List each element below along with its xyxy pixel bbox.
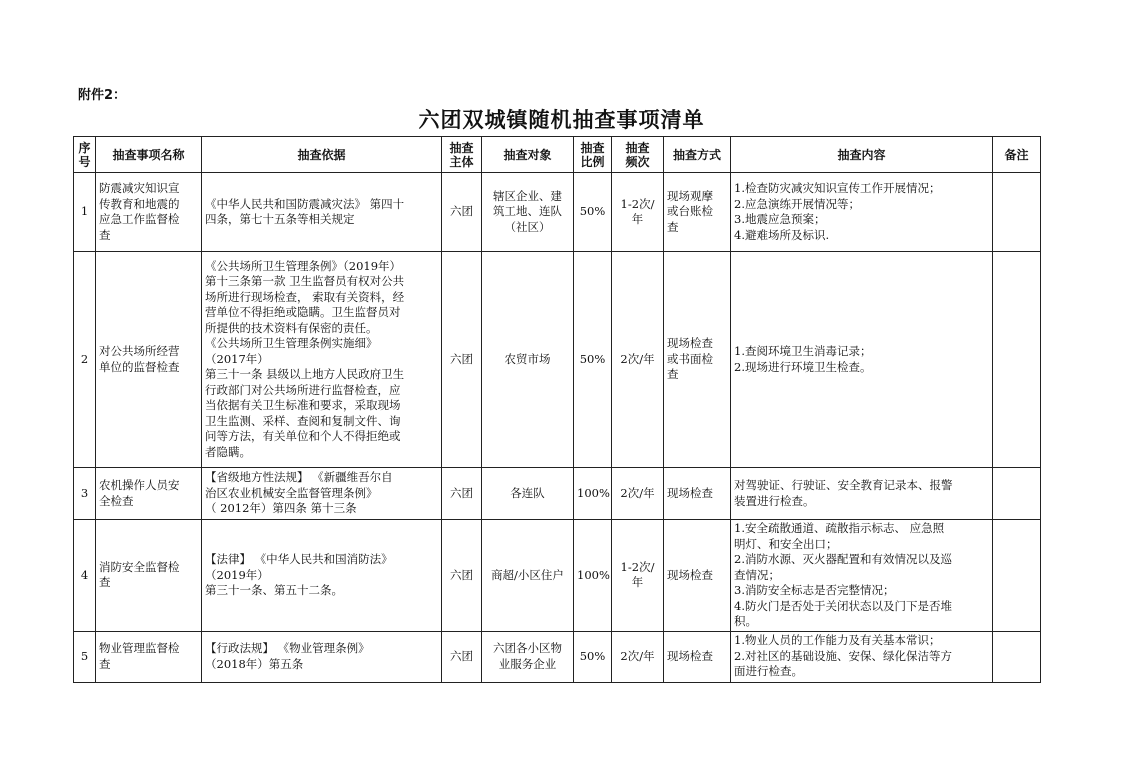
- cell-frequency: 2次/年: [612, 631, 664, 682]
- cell-remark: [993, 173, 1041, 252]
- header-frequency: 抽查 频次: [612, 137, 664, 173]
- table-row: [74, 252, 1041, 468]
- table-row: [74, 631, 1041, 682]
- table-row: [74, 173, 1041, 252]
- cell-object: 各连队: [482, 468, 574, 520]
- header-object: 抽查对象: [482, 137, 574, 173]
- cell-subject: 六团: [442, 252, 482, 468]
- cell-method: 现场检查: [664, 520, 731, 632]
- cell-ratio: 100%: [574, 468, 612, 520]
- cell-subject: 六团: [442, 520, 482, 632]
- cell-item: 消防安全监督检 查: [96, 520, 202, 632]
- cell-no: 3: [74, 468, 96, 520]
- header-item: 抽查事项名称: [96, 137, 202, 173]
- header-remark: 备注: [993, 137, 1041, 173]
- cell-method: 现场检查: [664, 468, 731, 520]
- cell-method: 现场观摩 或台账检 查: [664, 173, 731, 252]
- header-method: 抽查方式: [664, 137, 731, 173]
- table-row: [74, 468, 1041, 520]
- cell-no: 1: [74, 173, 96, 252]
- cell-method: 现场检查: [664, 631, 731, 682]
- cell-item: 农机操作人员安 全检查: [96, 468, 202, 520]
- cell-remark: [993, 252, 1041, 468]
- document-title: 六团双城镇随机抽查事项清单: [418, 108, 705, 132]
- cell-subject: 六团: [442, 173, 482, 252]
- cell-content: 对驾驶证、行驶证、安全教育记录本、报警 装置进行检查。: [731, 468, 993, 520]
- cell-no: 5: [74, 631, 96, 682]
- table-row: [74, 520, 1041, 632]
- inspection-table: [73, 136, 1041, 683]
- cell-method: 现场检查 或书面检 查: [664, 252, 731, 468]
- header-content: 抽查内容: [731, 137, 993, 173]
- cell-frequency: 2次/年: [612, 468, 664, 520]
- cell-item: 对公共场所经营 单位的监督检查: [96, 252, 202, 468]
- cell-object: 农贸市场: [482, 252, 574, 468]
- cell-remark: [993, 468, 1041, 520]
- cell-no: 2: [74, 252, 96, 468]
- cell-no: 4: [74, 520, 96, 632]
- cell-ratio: 100%: [574, 520, 612, 632]
- cell-remark: [993, 631, 1041, 682]
- cell-basis: 【省级地方性法规】 《新疆维吾尔自 治区农业机械安全监督管理条例》 （ 2012年）第四条 第十三条: [202, 468, 442, 520]
- cell-basis: 《中华人民共和国防震减灾法》 第四十 四条，第七十五条等相关规定: [202, 173, 442, 252]
- cell-remark: [993, 520, 1041, 632]
- cell-basis: 【行政法规】 《物业管理条例》 （2018年）第五条: [202, 631, 442, 682]
- cell-item: 防震减灾知识宣 传教育和地震的 应急工作监督检 查: [96, 173, 202, 252]
- cell-ratio: 50%: [574, 631, 612, 682]
- cell-object: 商超/小区住户: [482, 520, 574, 632]
- cell-basis: 《公共场所卫生管理条例》（2019年） 第十三条第一款 卫生监督员有权对公共 场所进行现场检查， 索取有关资料，经 营单位不得拒绝或隐瞒。卫生监督员对 所提供的技术资料有保密的责任。 《公共场所卫生管理条例实施细》 （2017年） 第三十一条 县级以上地方人民政府卫生 行政部门对公共场所进行监督检查，应 当依据有关卫生标准和要求，采取现场 卫生监测、采样、查阅和复制文件、询 问等方法，有关单位和个人不得拒绝或 者隐瞒。: [202, 252, 442, 468]
- cell-content: 1.查阅环境卫生消毒记录； 2.现场进行环境卫生检查。: [731, 252, 993, 468]
- cell-basis: 【法律】 《中华人民共和国消防法》 （2019年） 第三十一条、第五十二条。: [202, 520, 442, 632]
- header-basis: 抽查依据: [202, 137, 442, 173]
- header-no: 序 号: [74, 137, 96, 173]
- annex-label: 附件2：: [78, 88, 127, 103]
- header-ratio: 抽查 比例: [574, 137, 612, 173]
- header-row: [74, 137, 1041, 173]
- cell-frequency: 1-2次/ 年: [612, 520, 664, 632]
- cell-ratio: 50%: [574, 252, 612, 468]
- cell-subject: 六团: [442, 631, 482, 682]
- cell-content: 1.检查防灾减灾知识宣传工作开展情况； 2.应急演练开展情况等； 3.地震应急预案； 4.避难场所及标识.: [731, 173, 993, 252]
- cell-content: 1.物业人员的工作能力及有关基本常识； 2.对社区的基础设施、安保、绿化保洁等方 面进行检查。: [731, 631, 993, 682]
- cell-content: 1.安全疏散通道、疏散指示标志、 应急照 明灯、和安全出口； 2.消防水源、灭火器配置和有效情况以及巡 查情况； 3.消防安全标志是否完整情况； 4.防火门是否处于关闭状态以及门下是否堆 积。: [731, 520, 993, 632]
- cell-ratio: 50%: [574, 173, 612, 252]
- cell-frequency: 1-2次/ 年: [612, 173, 664, 252]
- cell-frequency: 2次/年: [612, 252, 664, 468]
- header-subject: 抽查 主体: [442, 137, 482, 173]
- cell-subject: 六团: [442, 468, 482, 520]
- cell-item: 物业管理监督检 查: [96, 631, 202, 682]
- cell-object: 辖区企业、建 筑工地、连队 （社区）: [482, 173, 574, 252]
- cell-object: 六团各小区物 业服务企业: [482, 631, 574, 682]
